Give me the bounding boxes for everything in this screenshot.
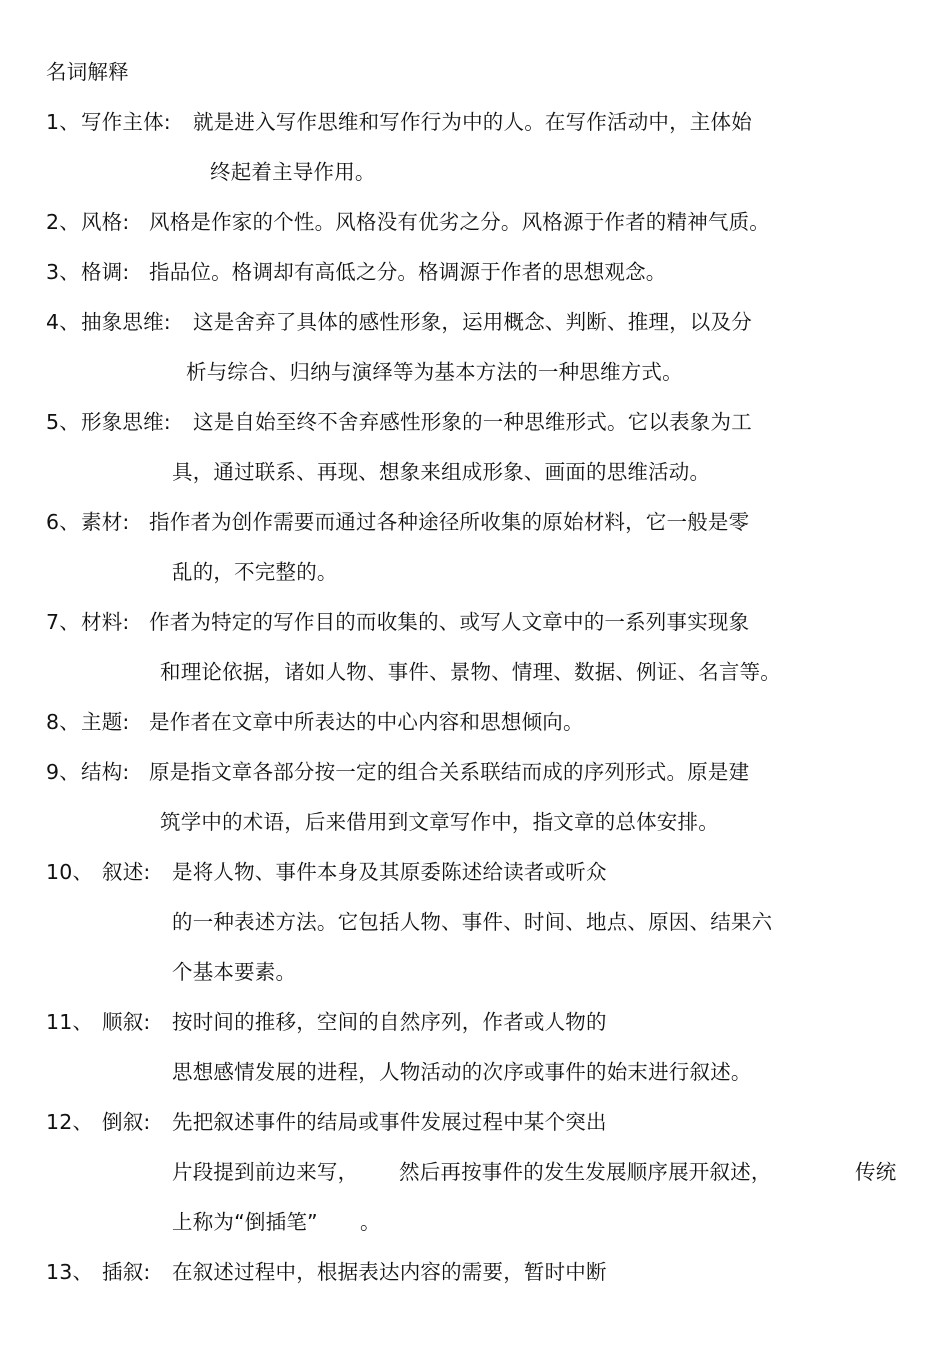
entry-text: 是作者在文章中所表达的中心内容和思想倾向。 (149, 710, 584, 734)
entry-number: 10、 (46, 860, 94, 884)
entry-number: 8、 (46, 710, 80, 734)
entry-term: 风格: (81, 210, 130, 234)
entry-text: 原是指文章各部分按一定的组合关系联结而成的序列形式。原是建 (149, 760, 750, 784)
entry-text: 这是自始至终不舍弃感性形象的一种思维形式。它以表象为工 (193, 410, 752, 434)
entry-text: 指品位。格调却有高低之分。格调源于作者的思想观念。 (149, 260, 667, 284)
entry-number: 4、 (46, 310, 80, 334)
entry-term: 形象思维: (81, 410, 171, 434)
entry-text: 然后再按事件的发生发展顺序展开叙述， (399, 1160, 772, 1184)
entry-number: 2、 (46, 210, 80, 234)
entry-term: 写作主体: (81, 110, 171, 134)
entry-term: 结构: (81, 760, 130, 784)
entry-text: 的一种表述方法。它包括人物、事件、时间、地点、原因、结果六 (172, 910, 773, 934)
entry-text: 片段提到前边来写， (172, 1160, 359, 1184)
entry-number: 13、 (46, 1260, 94, 1284)
entry-term: 主题: (81, 710, 130, 734)
entry-term: 倒叙: (102, 1110, 151, 1134)
entry-number: 12、 (46, 1110, 94, 1134)
entry-text: 和理论依据，诸如人物、事件、景物、情理、数据、例证、名言等。 (160, 660, 781, 684)
entry-text: 在叙述过程中，根据表达内容的需要，暂时中断 (172, 1260, 607, 1284)
entry-term: 抽象思维: (81, 310, 171, 334)
entry-number: 1、 (46, 110, 80, 134)
entry-number: 5、 (46, 410, 80, 434)
entry-term: 顺叙: (102, 1010, 151, 1034)
entry-text: 具，通过联系、再现、想象来组成形象、画面的思维活动。 (172, 460, 711, 484)
entry-text: 个基本要素。 (172, 960, 297, 984)
entry-term: 叙述: (102, 860, 151, 884)
entry-number: 3、 (46, 260, 80, 284)
entry-text: 传统 (855, 1160, 897, 1184)
entry-text: 先把叙述事件的结局或事件发展过程中某个突出 (172, 1110, 607, 1134)
entry-text: 风格是作家的个性。风格没有优劣之分。风格源于作者的精神气质。 (149, 210, 770, 234)
entry-term: 插叙: (102, 1260, 151, 1284)
entry-text: 终起着主导作用。 (210, 160, 376, 184)
entry-text: 是将人物、事件本身及其原委陈述给读者或听众 (172, 860, 607, 884)
entry-number: 9、 (46, 760, 80, 784)
entry-text: 思想感情发展的进程，人物活动的次序或事件的始末进行叙述。 (172, 1060, 752, 1084)
entry-text: 指作者为创作需要而通过各种途径所收集的原始材料，它一般是零 (149, 510, 750, 534)
entry-number: 7、 (46, 610, 80, 634)
entry-text: 析与综合、归纳与演绎等为基本方法的一种思维方式。 (186, 360, 683, 384)
entry-text: 就是进入写作思维和写作行为中的人。在写作活动中，主体始 (193, 110, 752, 134)
page-title: 名词解释 (46, 60, 129, 84)
entry-text: 乱的，不完整的。 (172, 560, 338, 584)
entry-text: 上称为“倒插笔” (172, 1210, 318, 1234)
entry-text: 按时间的推移，空间的自然序列，作者或人物的 (172, 1010, 607, 1034)
entry-number: 6、 (46, 510, 80, 534)
entry-text: 这是舍弃了具体的感性形象，运用概念、判断、推理，以及分 (193, 310, 752, 334)
entry-term: 素材: (81, 510, 130, 534)
entry-text: 筑学中的术语，后来借用到文章写作中，指文章的总体安排。 (160, 810, 719, 834)
entry-term: 材料: (81, 610, 130, 634)
entry-number: 11、 (46, 1010, 94, 1034)
entry-text: 。 (360, 1210, 381, 1234)
entry-text: 作者为特定的写作目的而收集的、或写人文章中的一系列事实现象 (149, 610, 750, 634)
entry-term: 格调: (81, 260, 130, 284)
